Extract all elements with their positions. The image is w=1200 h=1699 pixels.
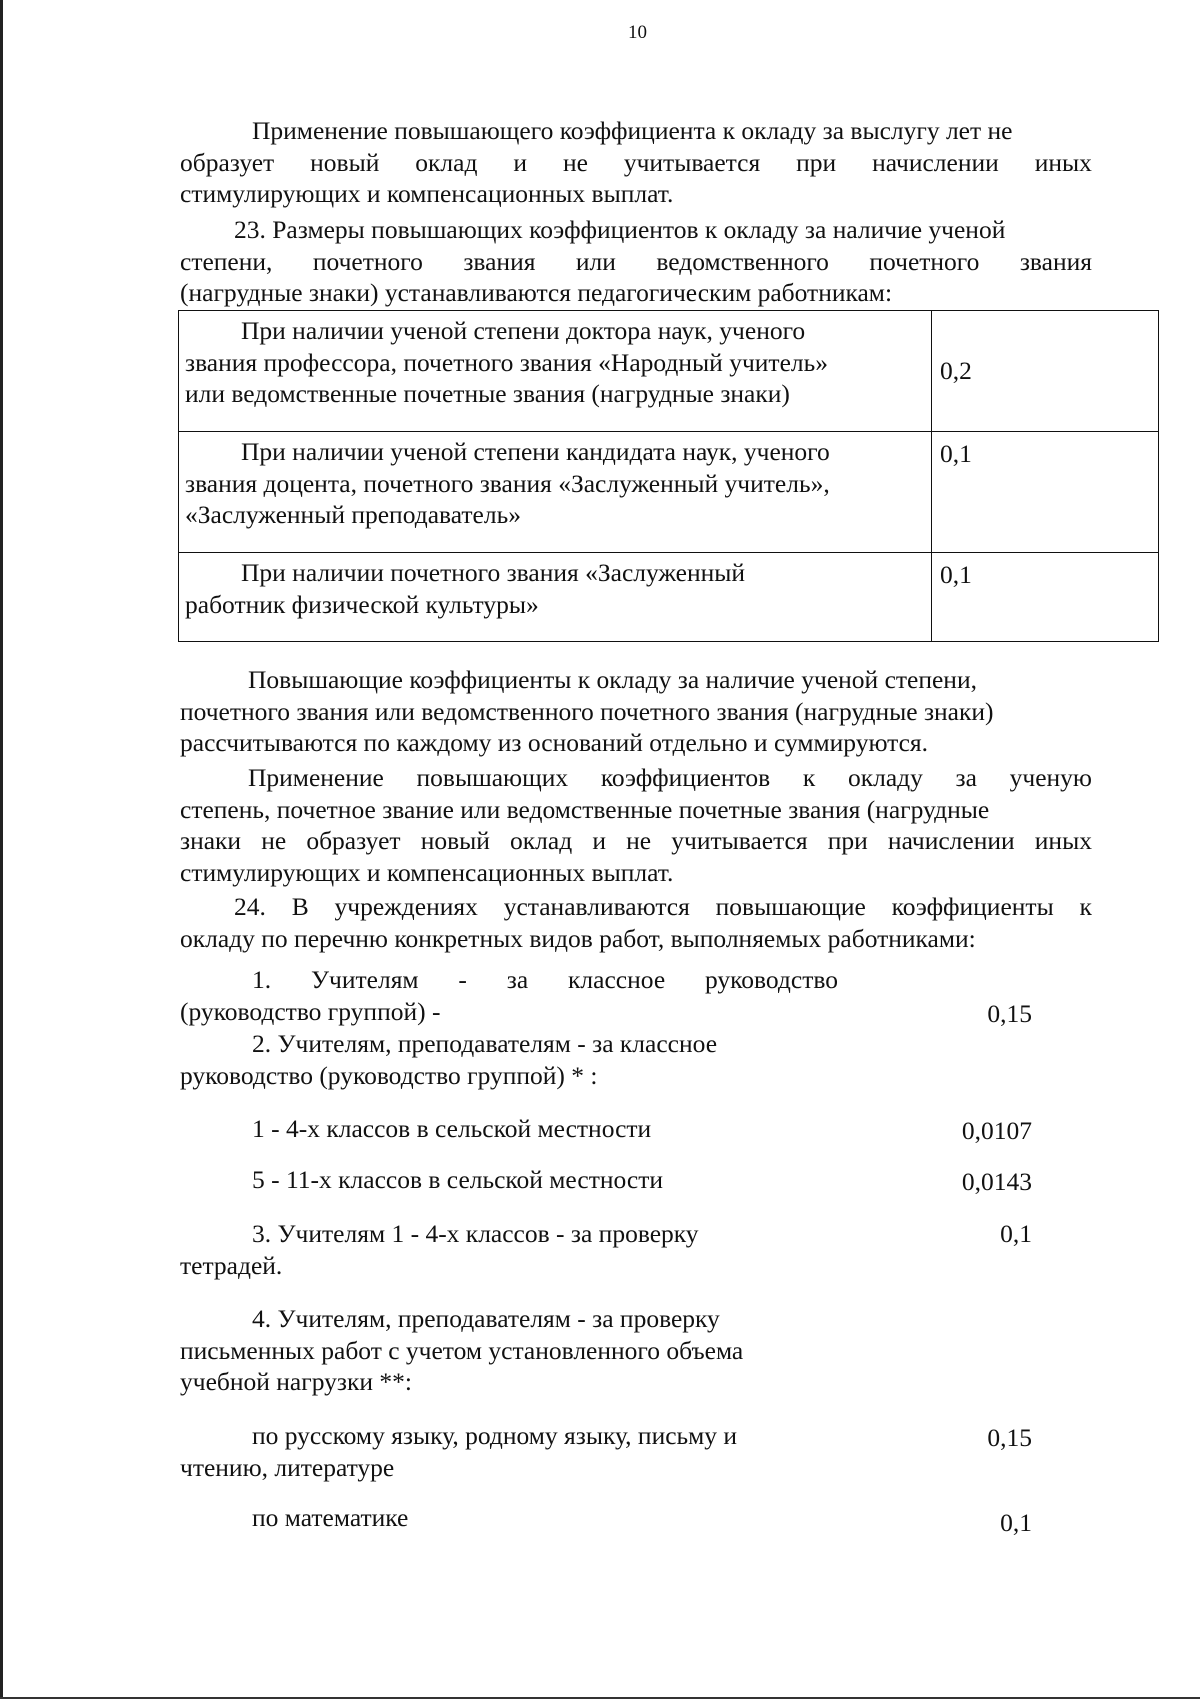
cell-line: «Заслуженный преподаватель»: [185, 500, 521, 529]
paragraph-line: почетного звания или ведомственного почетного звания (нагрудные знаки): [180, 696, 994, 726]
word: новый: [420, 826, 490, 855]
word: учитывается: [623, 147, 761, 177]
section-24: [180, 891, 1092, 954]
paragraph-line: степень, почетное звание или ведомственные почетные звания (нагрудные: [180, 794, 990, 824]
page-number: 10: [628, 22, 647, 43]
word: руководство: [705, 965, 838, 994]
word: начислении: [887, 826, 1015, 855]
word: окладу: [847, 763, 923, 792]
item-2-line: руководство (руководство группой) * :: [180, 1060, 598, 1090]
paragraph-summing: [180, 664, 1092, 759]
item-4b-label: по математике: [252, 1503, 409, 1532]
item-1-value: 0,15: [987, 999, 1032, 1028]
item-4a-line: по русскому языку, родному языку, письму и: [252, 1421, 738, 1450]
cell-line: или ведомственные почетные звания (нагрудные знаки): [185, 379, 790, 408]
cell-line: При наличии ученой степени доктора наук, ученого: [241, 316, 806, 345]
section-24-line: окладу по перечню конкретных видов работ, выполняемых работниками:: [180, 923, 976, 953]
word: -: [458, 965, 467, 994]
word: 24.: [234, 892, 266, 921]
section-24-line: [180, 891, 1092, 923]
word: классное: [568, 965, 666, 994]
word: звания: [463, 246, 536, 276]
paragraph-line: стимулирующих и компенсационных выплат.: [180, 179, 674, 208]
list-item-2a: [180, 1113, 950, 1145]
word: при: [827, 826, 868, 855]
word: не: [626, 826, 652, 855]
item-2a-label: 1 - 4-х классов в сельской местности: [252, 1114, 652, 1143]
word: повышающих: [416, 763, 569, 792]
word: или: [575, 246, 616, 276]
item-3-line: тетрадей.: [180, 1250, 283, 1280]
item-2b-label: 5 - 11-х классов в сельской местности: [252, 1165, 663, 1194]
item-4-line: письменных работ с учетом установленного объема: [180, 1335, 744, 1365]
word: степени,: [180, 246, 273, 276]
table-cell-value: 0,1: [932, 553, 1159, 642]
section-23-line: (нагрудные знаки) устанавливаются педагогическим работникам:: [180, 278, 893, 307]
word: за: [955, 763, 977, 792]
cell-line: При наличии почетного звания «Заслуженный: [241, 558, 746, 587]
list-item-3: [180, 1218, 950, 1281]
word: новый: [310, 147, 380, 177]
word: и: [513, 147, 528, 177]
table-cell-value: 0,2: [932, 311, 1159, 432]
word: иных: [1034, 826, 1092, 855]
cell-line: работник физической культуры»: [185, 589, 539, 619]
paragraph-line: [180, 147, 1092, 179]
item-2b-value: 0,0143: [961, 1167, 1032, 1196]
list-item-4a: [180, 1420, 950, 1483]
word: учитывается: [671, 826, 808, 855]
word: знаки: [180, 826, 242, 855]
word: не: [562, 147, 588, 177]
word: при: [796, 147, 837, 177]
word: 1.: [252, 965, 272, 994]
word: звания: [1019, 246, 1092, 276]
word: начислении: [872, 147, 999, 177]
paragraph-line: стимулирующих и компенсационных выплат.: [180, 857, 674, 887]
word: учреждениях: [334, 892, 478, 921]
item-3-value: 0,1: [1000, 1219, 1032, 1248]
word: к: [1079, 892, 1092, 921]
word: не: [261, 826, 287, 855]
word: коэффициенты: [891, 892, 1054, 921]
word: оклад: [415, 147, 478, 177]
item-4a-line: чтению, литературе: [180, 1452, 395, 1482]
table-row: [179, 432, 1159, 553]
table-row: [179, 311, 1159, 432]
list-item-4b: [180, 1502, 950, 1534]
item-4-line: учебной нагрузки **:: [180, 1367, 412, 1396]
word: ученую: [1009, 763, 1092, 792]
cell-line: При наличии ученой степени кандидата наук, ученого: [241, 437, 830, 466]
paragraph-seniority: [180, 115, 1092, 210]
cell-line: звания доцента, почетного звания «Заслуженный учитель»,: [185, 468, 830, 498]
item-4a-value: 0,15: [987, 1423, 1032, 1452]
paragraph-line: Применение повышающего коэффициента к окладу за выслугу лет не: [252, 116, 1013, 145]
table-cell-description: [179, 432, 932, 553]
paragraph-line: [180, 825, 1092, 857]
cell-line: звания профессора, почетного звания «Народный учитель»: [185, 347, 828, 377]
section-23: [180, 214, 1092, 309]
item-2a-value: 0,0107: [961, 1116, 1032, 1145]
word: за: [506, 965, 529, 994]
item-3-line: 3. Учителям 1 - 4-х классов - за проверку: [252, 1219, 699, 1248]
word: Учителям: [310, 965, 419, 994]
table-row: [179, 553, 1159, 642]
paragraph-line: рассчитываются по каждому из оснований отдельно и суммируются.: [180, 728, 929, 757]
item-2-line: 2. Учителям, преподавателям - за классное: [252, 1029, 718, 1058]
word: ведомственного: [656, 246, 829, 276]
word: коэффициентов: [600, 763, 771, 792]
table-cell-value: 0,1: [932, 432, 1159, 553]
list-item-1: [180, 964, 950, 1027]
paragraph-line: Повышающие коэффициенты к окладу за наличие ученой степени,: [248, 665, 977, 694]
list-item-2b: [180, 1164, 950, 1196]
word: образует: [306, 826, 401, 855]
table-cell-description: [179, 311, 932, 432]
word: устанавливаются: [503, 892, 690, 921]
item-1-line: [180, 964, 838, 996]
coefficient-table: [178, 310, 1159, 642]
paragraph-line: [180, 762, 1092, 794]
word: и: [592, 826, 606, 855]
paragraph-application: [180, 762, 1092, 888]
list-item-4: [180, 1303, 950, 1398]
item-4-line: 4. Учителям, преподавателям - за проверку: [252, 1304, 720, 1333]
word: повышающие: [715, 892, 866, 921]
section-23-line: [180, 246, 1092, 278]
word: почетного: [312, 246, 423, 276]
word: оклад: [510, 826, 573, 855]
item-4b-value: 0,1: [1000, 1508, 1032, 1537]
table-cell-description: [179, 553, 932, 642]
word: Применение: [248, 763, 384, 792]
word: почетного: [869, 246, 980, 276]
word: В: [291, 892, 309, 921]
word: иных: [1034, 147, 1092, 177]
scan-border-left: [0, 0, 3, 1699]
word: к: [802, 763, 816, 792]
word: образует: [180, 147, 275, 177]
section-23-line: 23. Размеры повышающих коэффициентов к окладу за наличие ученой: [234, 215, 1006, 244]
item-1-line: (руководство группой) -: [180, 996, 441, 1026]
list-item-2: [180, 1028, 950, 1091]
